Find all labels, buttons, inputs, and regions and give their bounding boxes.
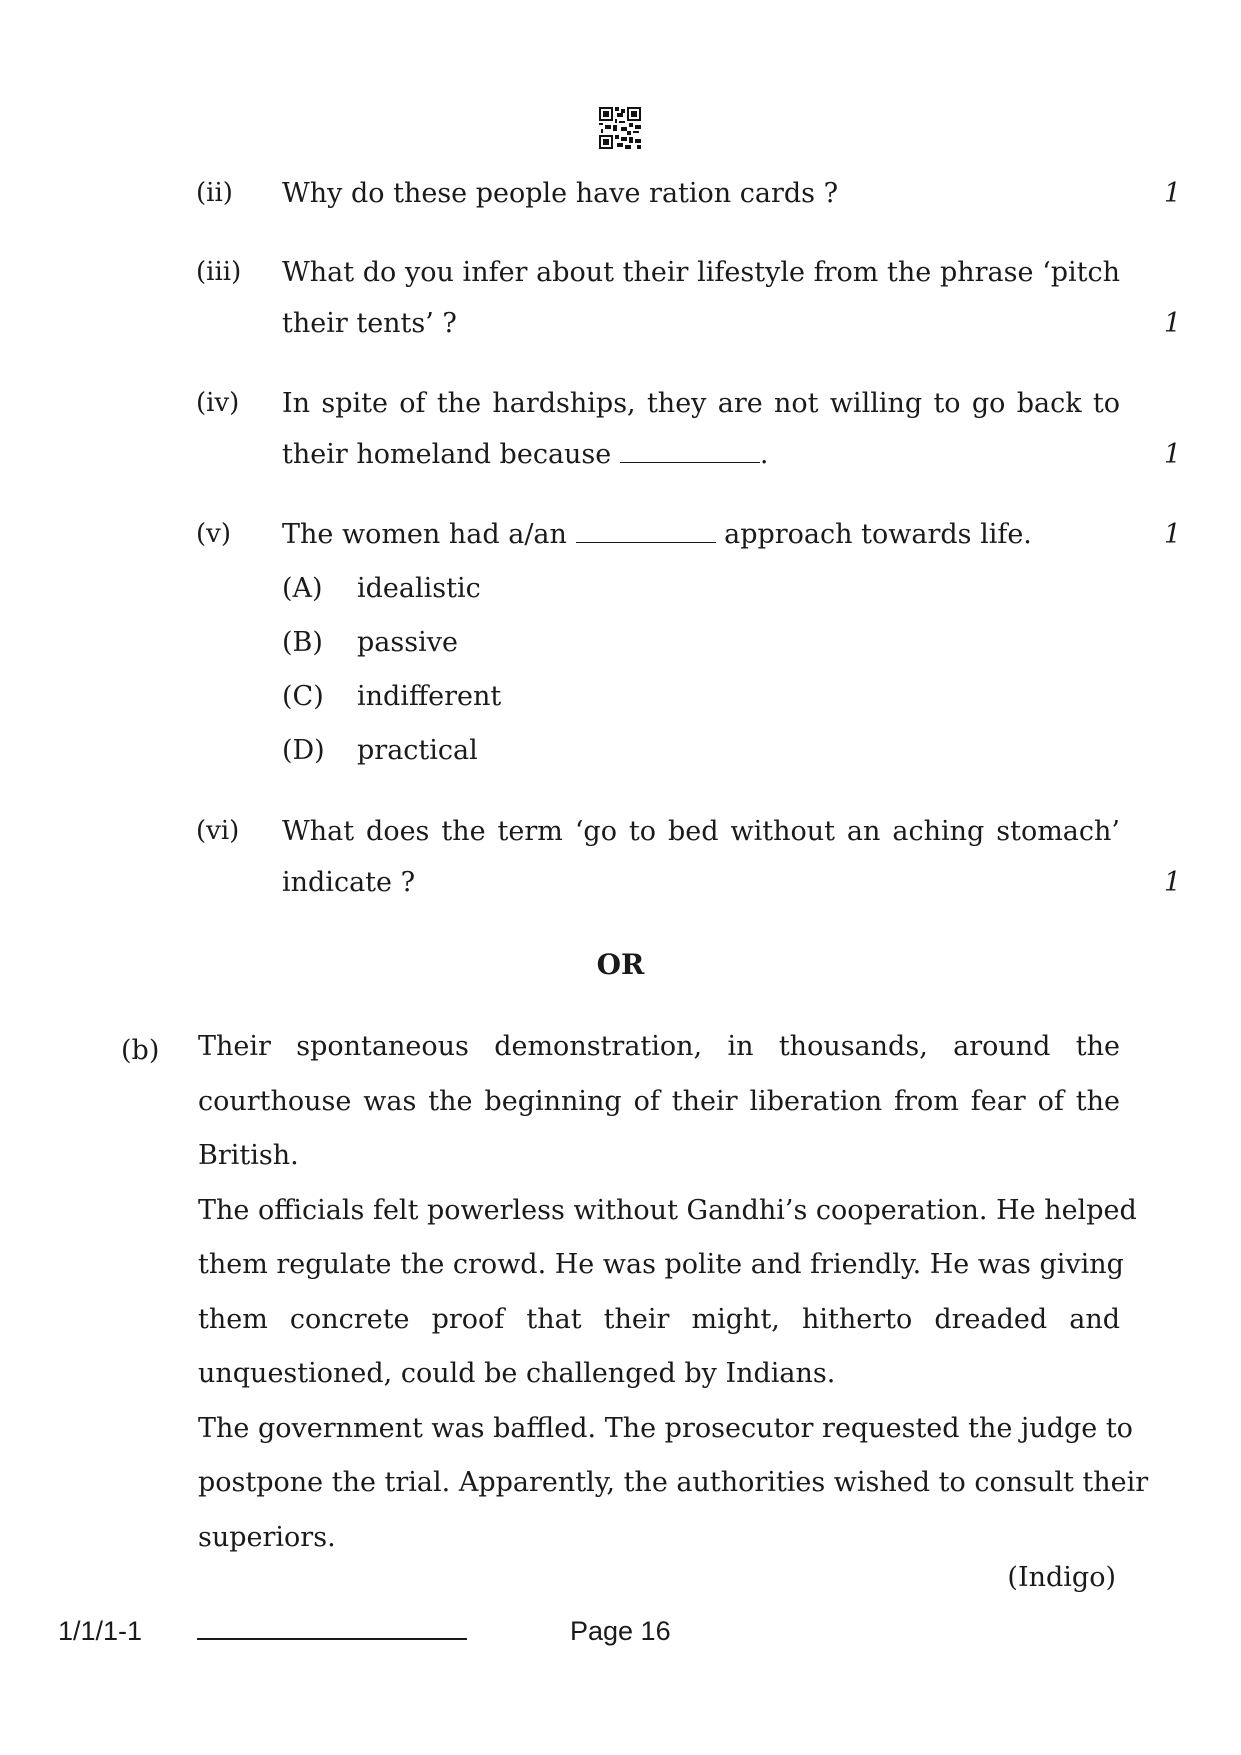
question-iii-text-line2: their tents’ ? (282, 308, 457, 339)
passage-line: Their spontaneous demonstration, in thousands, around the (198, 1031, 1120, 1062)
page-number: Page 16 (570, 1616, 671, 1646)
passage-line: courthouse was the beginning of their liberation from fear of the (198, 1085, 1120, 1117)
option-text-b: passive (357, 627, 458, 658)
question-v-pre: The women had a/an (282, 519, 567, 550)
passage-line: The government was baffled. The prosecutor requested the judge to (198, 1412, 1133, 1444)
question-number-iv: (iv) (196, 388, 240, 418)
option-text-a: idealistic (357, 573, 481, 604)
question-iv-text-line2 (282, 439, 1120, 470)
passage-line: British. (198, 1140, 299, 1171)
option-text-c: indifferent (357, 681, 502, 712)
passage-line: them regulate the crowd. He was polite and friendly. He was giving (198, 1249, 1124, 1280)
question-ii-mark: 1 (1163, 178, 1181, 209)
paper-code: 1/1/1-1 (58, 1616, 143, 1646)
option-label-d: (D) (282, 735, 325, 766)
qr-code-icon (599, 107, 641, 149)
passage-line: them concrete proof that their might, hitherto dreaded and (198, 1303, 1120, 1335)
passage-line: superiors. (198, 1521, 336, 1553)
option-label-c: (C) (282, 681, 324, 712)
or-separator: OR (596, 948, 645, 981)
question-ii-text: Why do these people have ration cards ? (282, 178, 839, 209)
question-number-iii: (iii) (196, 257, 242, 287)
passage (198, 1020, 1149, 1565)
option-text-d: practical (357, 735, 478, 766)
question-number-ii: (ii) (196, 178, 233, 208)
question-v-text (282, 519, 1120, 550)
question-number-vi: (vi) (196, 816, 240, 846)
question-vi-text-line2: indicate ? (282, 867, 416, 898)
question-vi-mark: 1 (1163, 867, 1181, 898)
question-iv-suffix: . (759, 439, 769, 470)
question-iv-text-line2-start: their homeland because (282, 439, 612, 470)
passage-source: (Indigo) (1007, 1562, 1116, 1593)
question-iii-text-line1: What do you infer about their lifestyle from the phrase ‘pitch (282, 257, 1120, 288)
question-vi-text-line1: What does the term ‘go to bed without an aching stomach’ (282, 816, 1120, 847)
part-b-label: (b) (121, 1035, 160, 1066)
question-iv-mark: 1 (1163, 439, 1181, 470)
answer-blank (576, 520, 716, 543)
option-label-b: (B) (282, 627, 323, 658)
passage-line: postpone the trial. Apparently, the authorities wished to consult their (198, 1467, 1149, 1498)
question-v-mark: 1 (1163, 519, 1181, 550)
answer-blank (620, 440, 760, 463)
option-label-a: (A) (282, 573, 323, 604)
question-number-v: (v) (196, 519, 231, 549)
question-v-post: approach towards life. (724, 519, 1032, 550)
passage-line: The officials felt powerless without Gandhi’s cooperation. He helped (198, 1194, 1137, 1226)
footer-rule (197, 1638, 467, 1640)
question-iv-text-line1: In spite of the hardships, they are not willing to go back to (282, 388, 1120, 419)
question-iii-mark: 1 (1163, 308, 1181, 339)
passage-line: unquestioned, could be challenged by Indians. (198, 1358, 836, 1389)
